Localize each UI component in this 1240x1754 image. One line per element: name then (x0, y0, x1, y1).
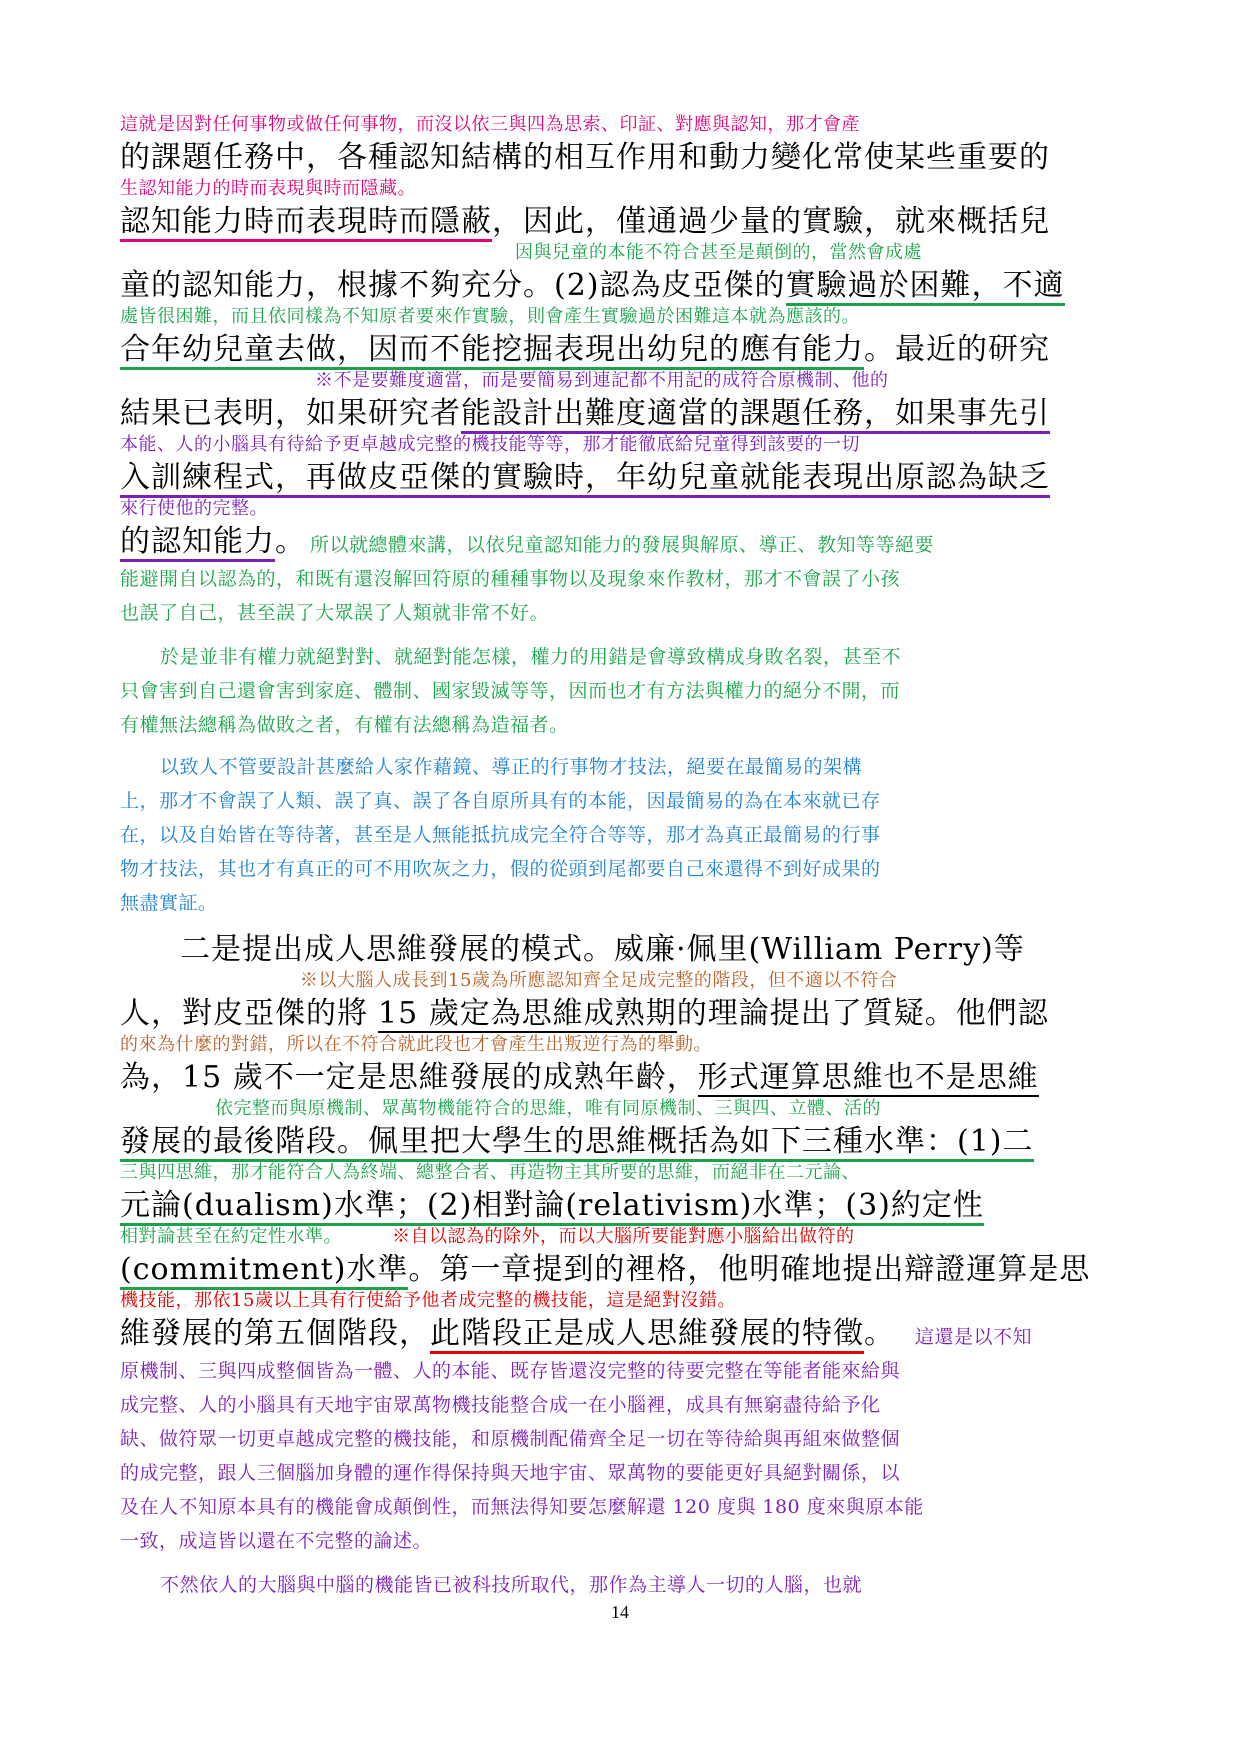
annotation-line: 三與四思維，那才能符合人為終端、總整合者、再造物主其所要的思維，而絕非在二元論、 (120, 1162, 860, 1183)
annotation-text: 相對論甚至在約定性水準。 (120, 1226, 342, 1247)
underlined-phrase: 認知能力時而表現時而隱蔽 (120, 204, 492, 242)
body-line: 的課題任務中，各種認知結構的相互作用和動力變化常使某些重要的 (120, 140, 1050, 175)
commentary-text: 這還是以不知 (915, 1326, 1033, 1348)
body-text: 。第一章提到的裡格，他明確地提出辯證運算是思 (408, 1252, 1091, 1287)
commentary-line: 以致人不管要設計甚麼給人家作藉鏡、導正的行事物才技法，絕要在最簡易的架構 (160, 756, 863, 778)
body-line (120, 1180, 984, 1224)
annotation-line: 依完整而與原機制、眾萬物機能符合的思維，唯有同原機制、三與四、立體、活的 (215, 1098, 881, 1119)
underlined-phrase: 元論(dualism)水準；(2)相對論(relativism)水準；(3)約定性 (120, 1188, 984, 1226)
body-text: 結果已表明，如果研究者 (120, 396, 461, 431)
commentary-line: 只會害到自己還會害到家庭、體制、國家毀滅等等，因而也才有方法與權力的絕分不開，而 (120, 680, 901, 702)
commentary-line: 原機制、三與四成整個皆為一體、人的本能、既存皆還沒完整的待要完整在等能者能來給與 (120, 1360, 901, 1382)
commentary-line: 不然依人的大腦與中腦的機能皆已被科技所取代，那作為主導人一切的人腦，也就 (160, 1574, 863, 1596)
body-line (120, 1244, 1090, 1288)
annotation-line: 來行使他的完整。 (120, 498, 268, 519)
body-text: 。 (275, 524, 306, 559)
commentary-line: 成完整、人的小腦具有天地宇宙眾萬物機技能整合成一在小腦裡，成具有無窮盡待給予化 (120, 1394, 881, 1416)
commentary-line: 一致，成這皆以還在不完整的論述。 (120, 1530, 433, 1552)
underlined-phrase: (commitment)水準 (120, 1252, 408, 1290)
commentary-line: 有權無法總稱為做敗之者，有權有法總稱為造福者。 (120, 714, 569, 736)
body-line (120, 324, 1050, 368)
underlined-phrase: 實驗過於困難，不適 (786, 268, 1065, 306)
annotation-text: ※自以認為的除外，而以大腦所要能對應小腦給出做符的 (392, 1226, 855, 1247)
underlined-phrase: 形式運算思維也不是思維 (697, 1060, 1039, 1095)
underlined-phrase: 的認知能力 (120, 524, 275, 562)
underlined-phrase: 15 歲定為思維成熟期 (378, 996, 677, 1031)
commentary-line: 也誤了自己，甚至誤了大眾誤了人類就非常不好。 (120, 602, 550, 624)
annotation-line: 生認知能力的時而表現與時而隱藏。 (120, 178, 416, 199)
underlined-phrase: 合年幼兒童去做，因而不能挖掘表現出幼兒的應有能力 (120, 332, 864, 370)
page-number: 14 (611, 1602, 629, 1622)
body-line (120, 388, 1050, 432)
body-line (120, 1308, 1032, 1352)
commentary-line: 的成完整，跟人三個腦加身體的運作得保持與天地宇宙、眾萬物的要能更好具絕對關係，以 (120, 1462, 901, 1484)
body-text: 。最近的研究 (864, 332, 1050, 367)
commentary-line: 能避開自以認為的，和既有還沒解回符原的種種事物以及現象來作教材，那才不會誤了小孩 (120, 568, 901, 590)
body-text: 童的認知能力，根據不夠充分。(2)認為皮亞傑的 (120, 268, 786, 303)
body-text: 。 (864, 1316, 895, 1351)
body-line (120, 196, 1050, 240)
commentary-line: 於是並非有權力就絕對對、就絕對能怎樣，權力的用錯是會導致構成身敗名裂，甚至不 (160, 646, 902, 668)
underlined-phrase: 入訓練程式，再做皮亞傑的實驗時，年幼兒童就能表現出原認為缺乏 (120, 460, 1050, 498)
annotation-line: ※以大腦人成長到15歲為所應認知齊全足成完整的階段，但不適以不符合 (300, 970, 898, 991)
body-text: 維發展的第五個階段， (120, 1316, 430, 1351)
underlined-phrase: 能設計出難度適當的課題任務，如果事先引 (461, 396, 1050, 434)
body-text: 人，對皮亞傑的將 (120, 996, 368, 1031)
annotation-line: 機技能，那依15歲以上具有行使給予他者成完整的機技能，這是絕對沒錯。 (120, 1290, 736, 1311)
annotation-line: 這就是因對任何事物或做任何事物，而沒以依三與四為思索、印証、對應與認知，那才會產 (120, 114, 860, 135)
commentary-text: 所以就總體來講，以依兒童認知能力的發展與解原、導正、教知等等絕要 (310, 534, 935, 556)
commentary-line: 及在人不知原本具有的機能會成顛倒性，而無法得知要怎麼解還 120 度與 180 度來與原本能 (120, 1496, 924, 1518)
body-line (120, 1116, 1034, 1160)
body-line (120, 988, 1049, 1032)
commentary-line: 在，以及自始皆在等待著，甚至是人無能抵抗成完全符合等等，那才為真正最簡易的行事 (120, 824, 881, 846)
annotation-line: 的來為什麼的對錯，所以在不符合就此段也才會產生出叛逆行為的舉動。 (120, 1034, 712, 1055)
annotation-line: 因與兒童的本能不符合甚至是顛倒的，當然會成處 (515, 242, 922, 263)
annotation-line: ※不是要難度適當，而是要簡易到連記都不用記的成符合原機制、他的 (315, 370, 889, 391)
commentary-line: 物才技法，其也才有真正的可不用吹灰之力，假的從頭到尾都要自己來還得不到好成果的 (120, 858, 881, 880)
body-text: ，因此，僅通過少量的實驗，就來概括兒 (492, 204, 1050, 239)
commentary-line: 無盡實証。 (120, 892, 218, 914)
body-line: 二是提出成人思維發展的模式。威廉·佩里(William Perry)等 (180, 932, 1025, 967)
annotation-line: 處皆很困難，而且依同樣為不知原者要來作實驗，則會產生實驗過於困難這本就為應該的。 (120, 306, 860, 327)
underlined-phrase: 發展的最後階段。佩里把大學生的思維概括為如下三種水準：(1)二 (120, 1124, 1034, 1162)
body-line (120, 260, 1065, 304)
body-line (120, 516, 934, 560)
annotation-line: 本能、人的小腦具有待給予更卓越成完整的機技能等等，那才能徹底給兒童得到該要的一切 (120, 434, 860, 455)
commentary-line: 缺、做符眾一切更卓越成完整的機技能，和原機制配備齊全足一切在等待給與再組來做整個 (120, 1428, 901, 1450)
underlined-phrase: 此階段正是成人思維發展的特徵 (430, 1316, 864, 1354)
body-text: 為，15 歲不一定是思維發展的成熟年齡， (120, 1060, 698, 1095)
body-line (120, 452, 1050, 496)
body-line (120, 1052, 1039, 1096)
body-text: 的理論提出了質疑。他們認 (676, 996, 1049, 1031)
commentary-line: 上，那才不會誤了人類、誤了真、誤了各自原所具有的本能，因最簡易的為在本來就已存 (120, 790, 881, 812)
